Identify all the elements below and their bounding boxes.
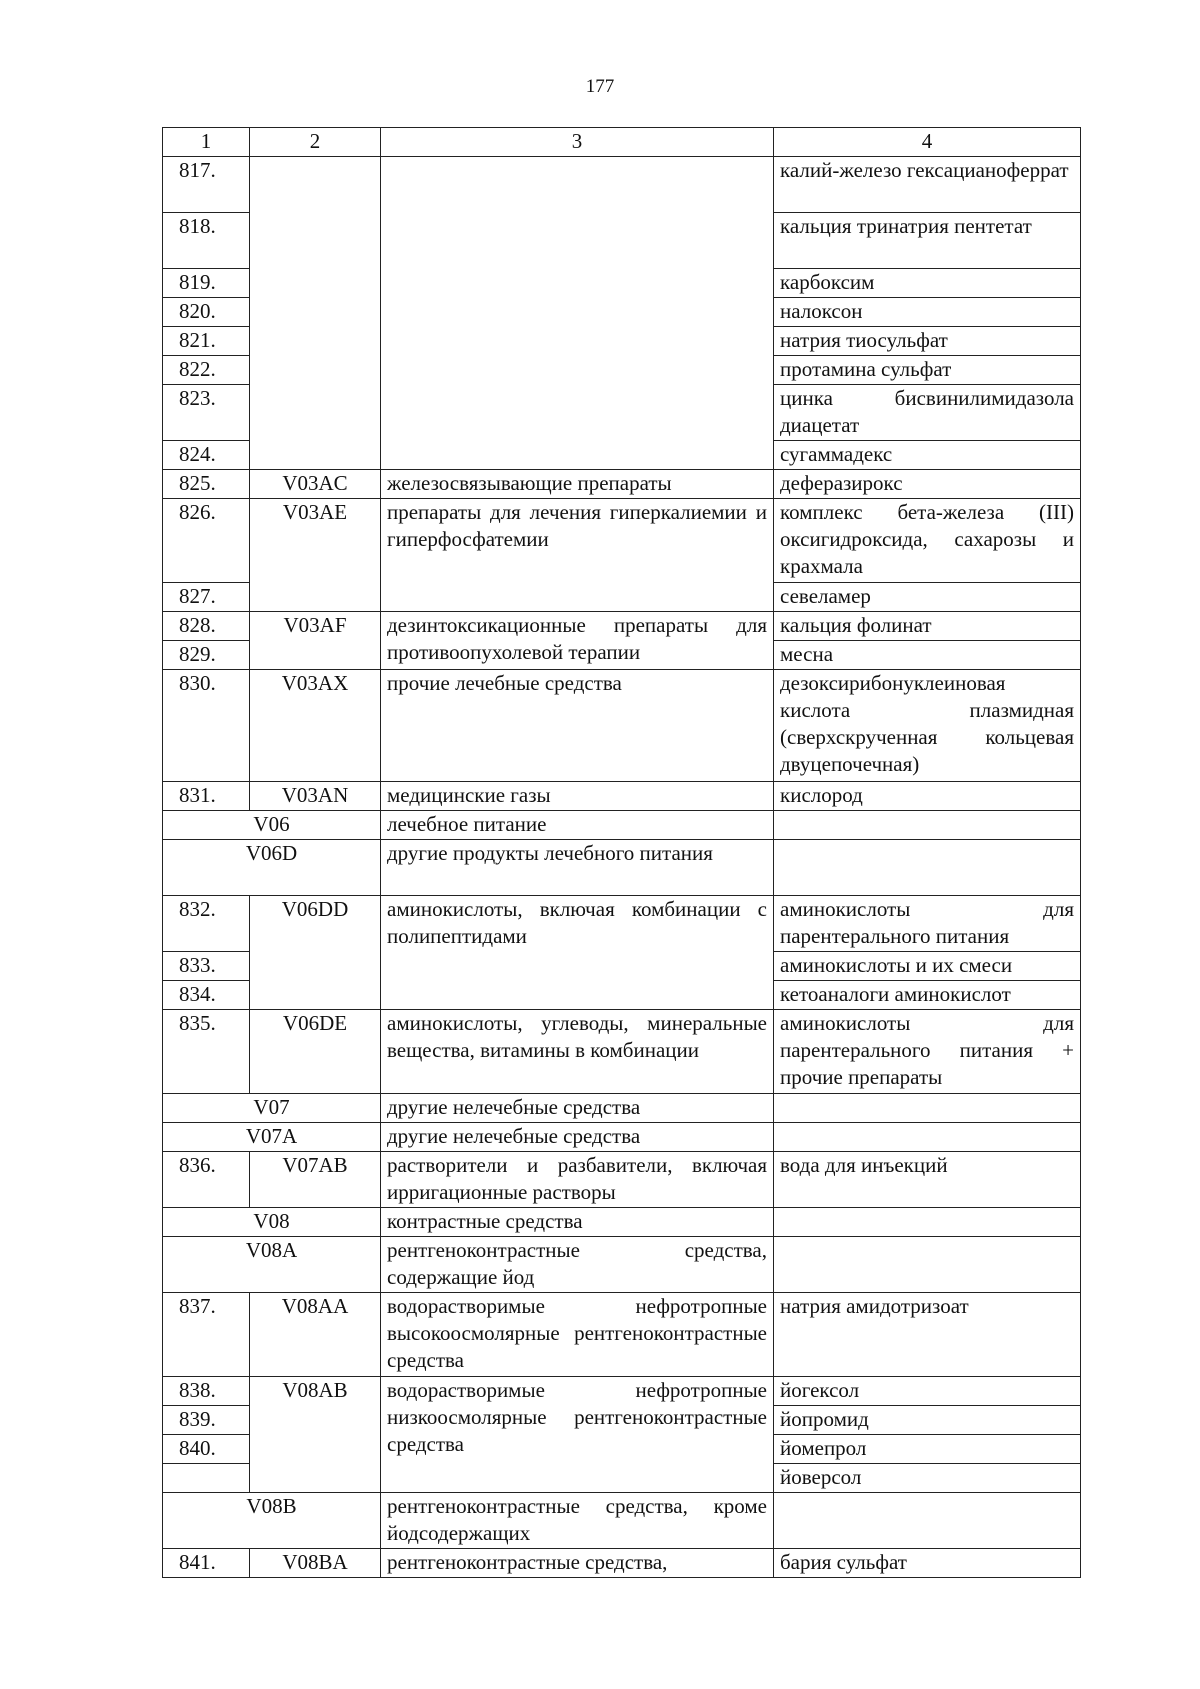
atc-group-code: V06D bbox=[163, 840, 381, 896]
drug-name: кислород bbox=[774, 782, 1081, 811]
header-col-2: 2 bbox=[250, 128, 381, 157]
table-row bbox=[163, 1010, 1081, 1094]
atc-code: V08AB bbox=[250, 1377, 381, 1493]
drug-name bbox=[774, 1208, 1081, 1237]
drug-name bbox=[774, 1493, 1081, 1549]
group-description: прочие лечебные средства bbox=[381, 670, 774, 782]
drug-name: дезоксирибонуклеиновая кислота плазмидная (сверхскрученная кольцевая двуцепочечная) bbox=[774, 670, 1081, 782]
drug-name: натрия тиосульфат bbox=[774, 327, 1081, 356]
row-number: 838. bbox=[163, 1377, 250, 1406]
drug-name: аминокислоты и их смеси bbox=[774, 952, 1081, 981]
row-number: 819. bbox=[163, 269, 250, 298]
atc-group-code: V08 bbox=[163, 1208, 381, 1237]
group-description-cell bbox=[381, 157, 774, 470]
header-col-3: 3 bbox=[381, 128, 774, 157]
table-row bbox=[163, 470, 1081, 499]
table-row bbox=[163, 612, 1081, 641]
drug-name: йопромид bbox=[774, 1406, 1081, 1435]
drug-name: налоксон bbox=[774, 298, 1081, 327]
group-row bbox=[163, 1094, 1081, 1123]
row-number: 817. bbox=[163, 157, 250, 213]
row-number: 829. bbox=[163, 641, 250, 670]
atc-group-code: V07 bbox=[163, 1094, 381, 1123]
group-description: контрастные средства bbox=[381, 1208, 774, 1237]
group-description: другие продукты лечебного питания bbox=[381, 840, 774, 896]
drug-name: йогексол bbox=[774, 1377, 1081, 1406]
row-number: 835. bbox=[163, 1010, 250, 1094]
drug-name: аминокислоты для парентерального питания + прочие препараты bbox=[774, 1010, 1081, 1094]
page-number: 177 bbox=[585, 76, 615, 97]
row-number: 825. bbox=[163, 470, 250, 499]
row-number: 839. bbox=[163, 1406, 250, 1435]
drug-name: кетоаналоги аминокислот bbox=[774, 981, 1081, 1010]
atc-code: V06DD bbox=[250, 896, 381, 1010]
table-row bbox=[163, 670, 1081, 782]
atc-code: V06DE bbox=[250, 1010, 381, 1094]
group-description: водорастворимые нефротропные низкоосмолярные рентгеноконтрастные средства bbox=[381, 1377, 774, 1493]
table-row bbox=[163, 1377, 1081, 1406]
drug-name: цинка бисвинилимидазола диацетат bbox=[774, 385, 1081, 441]
drug-name: карбоксим bbox=[774, 269, 1081, 298]
table-row bbox=[163, 499, 1081, 583]
group-description: другие нелечебные средства bbox=[381, 1094, 774, 1123]
drug-name: кальция фолинат bbox=[774, 612, 1081, 641]
drug-name: калий-железо гексацианоферрат bbox=[774, 157, 1081, 213]
atc-group-code: V07A bbox=[163, 1123, 381, 1152]
drug-name: севеламер bbox=[774, 583, 1081, 612]
row-number: 823. bbox=[163, 385, 250, 441]
row-number bbox=[163, 1464, 250, 1493]
atc-code: V03AC bbox=[250, 470, 381, 499]
group-row bbox=[163, 1208, 1081, 1237]
atc-code-cell bbox=[250, 157, 381, 470]
row-number: 831. bbox=[163, 782, 250, 811]
drug-name: месна bbox=[774, 641, 1081, 670]
row-number: 822. bbox=[163, 356, 250, 385]
table-row bbox=[163, 1152, 1081, 1208]
row-number: 818. bbox=[163, 213, 250, 269]
row-number: 824. bbox=[163, 441, 250, 470]
row-number: 832. bbox=[163, 896, 250, 952]
drug-name bbox=[774, 1237, 1081, 1293]
drug-name: кальция тринатрия пентетат bbox=[774, 213, 1081, 269]
group-description: аминокислоты, включая комбинации с полипептидами bbox=[381, 896, 774, 1010]
row-number: 826. bbox=[163, 499, 250, 583]
atc-code: V08AA bbox=[250, 1293, 381, 1377]
row-number: 837. bbox=[163, 1293, 250, 1377]
drug-name: аминокислоты для парентерального питания bbox=[774, 896, 1081, 952]
atc-code: V07AB bbox=[250, 1152, 381, 1208]
group-row bbox=[163, 1493, 1081, 1549]
header-col-1: 1 bbox=[163, 128, 250, 157]
table-row bbox=[163, 896, 1081, 952]
drug-name: сугаммадекс bbox=[774, 441, 1081, 470]
row-number: 828. bbox=[163, 612, 250, 641]
group-description: растворители и разбавители, включая ирригационные растворы bbox=[381, 1152, 774, 1208]
header-col-4: 4 bbox=[774, 128, 1081, 157]
group-description: рентгеноконтрастные средства, содержащие йод bbox=[381, 1237, 774, 1293]
header-row bbox=[163, 128, 1081, 157]
drug-name: вода для инъекций bbox=[774, 1152, 1081, 1208]
drug-name: натрия амидотризоат bbox=[774, 1293, 1081, 1377]
group-description: препараты для лечения гиперкалиемии и гиперфосфатемии bbox=[381, 499, 774, 612]
group-description: лечебное питание bbox=[381, 811, 774, 840]
drug-name bbox=[774, 1123, 1081, 1152]
drug-name bbox=[774, 840, 1081, 896]
drug-registry-table bbox=[162, 127, 1081, 1578]
group-description: дезинтоксикационные препараты для противоопухолевой терапии bbox=[381, 612, 774, 670]
group-description: рентгеноконтрастные средства, bbox=[381, 1549, 774, 1578]
row-number: 841. bbox=[163, 1549, 250, 1578]
atc-code: V03AE bbox=[250, 499, 381, 612]
table-row bbox=[163, 157, 1081, 213]
atc-group-code: V08A bbox=[163, 1237, 381, 1293]
atc-group-code: V08B bbox=[163, 1493, 381, 1549]
row-number: 833. bbox=[163, 952, 250, 981]
group-description: медицинские газы bbox=[381, 782, 774, 811]
row-number: 820. bbox=[163, 298, 250, 327]
atc-code: V03AF bbox=[250, 612, 381, 670]
group-description: железосвязывающие препараты bbox=[381, 470, 774, 499]
drug-name: деферазирокс bbox=[774, 470, 1081, 499]
drug-name: комплекс бета-железа (III) оксигидроксида, сахарозы и крахмала bbox=[774, 499, 1081, 583]
row-number: 836. bbox=[163, 1152, 250, 1208]
group-row bbox=[163, 811, 1081, 840]
table-row bbox=[163, 1549, 1081, 1578]
group-description: другие нелечебные средства bbox=[381, 1123, 774, 1152]
table-row bbox=[163, 1293, 1081, 1377]
group-row bbox=[163, 1123, 1081, 1152]
group-description: аминокислоты, углеводы, минеральные вещества, витамины в комбинации bbox=[381, 1010, 774, 1094]
row-number: 830. bbox=[163, 670, 250, 782]
drug-name bbox=[774, 1094, 1081, 1123]
atc-code: V08BA bbox=[250, 1549, 381, 1578]
drug-name: протамина сульфат bbox=[774, 356, 1081, 385]
group-row bbox=[163, 1237, 1081, 1293]
row-number: 827. bbox=[163, 583, 250, 612]
group-description: водорастворимые нефротропные высокоосмолярные рентгеноконтрастные средства bbox=[381, 1293, 774, 1377]
row-number: 821. bbox=[163, 327, 250, 356]
drug-name: бария сульфат bbox=[774, 1549, 1081, 1578]
row-number: 840. bbox=[163, 1435, 250, 1464]
group-row bbox=[163, 840, 1081, 896]
group-description: рентгеноконтрастные средства, кроме йодсодержащих bbox=[381, 1493, 774, 1549]
drug-name: йоверсол bbox=[774, 1464, 1081, 1493]
table-row bbox=[163, 782, 1081, 811]
drug-name: йомепрол bbox=[774, 1435, 1081, 1464]
atc-code: V03AN bbox=[250, 782, 381, 811]
drug-name bbox=[774, 811, 1081, 840]
atc-code: V03AX bbox=[250, 670, 381, 782]
atc-group-code: V06 bbox=[163, 811, 381, 840]
row-number: 834. bbox=[163, 981, 250, 1010]
